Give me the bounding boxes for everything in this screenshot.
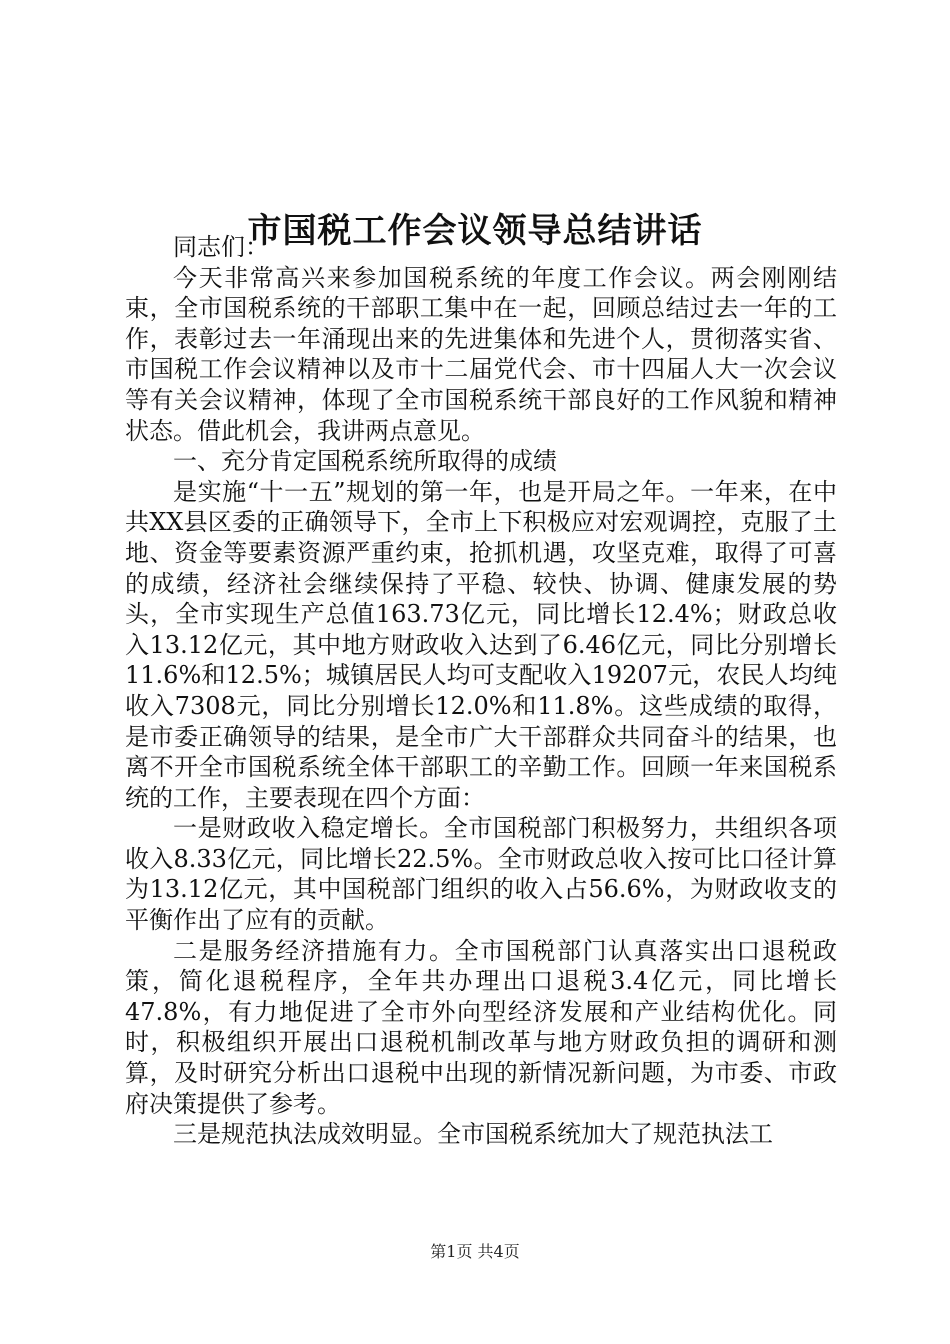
paragraph-achievements: 是实施“十一五”规划的第一年，也是开局之年。一年来，在中共XX县区委的正确领导下，全市上下积极应对宏观调控，克服了土地、资金等要素资源严重约束，抢抓机遇，攻坚克难，取得了可喜的成绩，经济社会继续保持了平稳、较快、协调、健康发展的势头，全市实现生产总值163.73亿元，同比增长12.4%；财政总收入13.12亿元，其中地方财政收入达到了6.46亿元，同比分别增长11.6%和12.5%；城镇居民人均可支配收入19207元，农民人均纯收入7308元，同比分别增长12.0%和11.8%。这些成绩的取得，是市委正确领导的结果，是全市广大干部群众共同奋斗的结果，也离不开全市国税系统全体干部职工的辛勤工作。回顾一年来国税系统的工作，主要表现在四个方面： [125, 477, 837, 812]
page-footer: 第1页 共4页 [430, 1242, 520, 1261]
document-title: 市国税工作会议领导总结讲话 [247, 210, 703, 251]
document-body [125, 232, 837, 1150]
section-heading: 一、充分肯定国税系统所取得的成绩 [173, 447, 557, 476]
paragraph-point-three: 三是规范执法成效明显。全市国税系统加大了规范执法工 [173, 1120, 773, 1149]
salutation: 同志们： [173, 233, 269, 261]
paragraph-point-one: 一是财政收入稳定增长。全市国税部门积极努力，共组织各项收入8.33亿元，同比增长22.5%。全市财政总收入按可比口径计算为13.12亿元，其中国税部门组织的收入占56.6%，为财政收支的平衡作出了应有的贡献。 [125, 814, 837, 935]
paragraph-opening: 今天非常高兴来参加国税系统的年度工作会议。两会刚刚结束，全市国税系统的干部职工集中在一起，回顾总结过去一年的工作，表彰过去一年涌现出来的先进集体和先进个人，贯彻落实省、市国税工作会议精神以及市十二届党代会、市十四届人大一次会议等有关会议精神，体现了全市国税系统干部良好的工作风貌和精神状态。借此机会，我讲两点意见。 [125, 263, 837, 445]
paragraph-point-two: 二是服务经济措施有力。全市国税部门认真落实出口退税政策，简化退税程序，全年共办理出口退税3.4亿元，同比增长47.8%，有力地促进了全市外向型经济发展和产业结构优化。同时，积极组织开展出口退税机制改革与地方财政负担的调研和测算，及时研究分析出口退税中出现的新情况新问题，为市委、市政府决策提供了参考。 [125, 936, 837, 1118]
